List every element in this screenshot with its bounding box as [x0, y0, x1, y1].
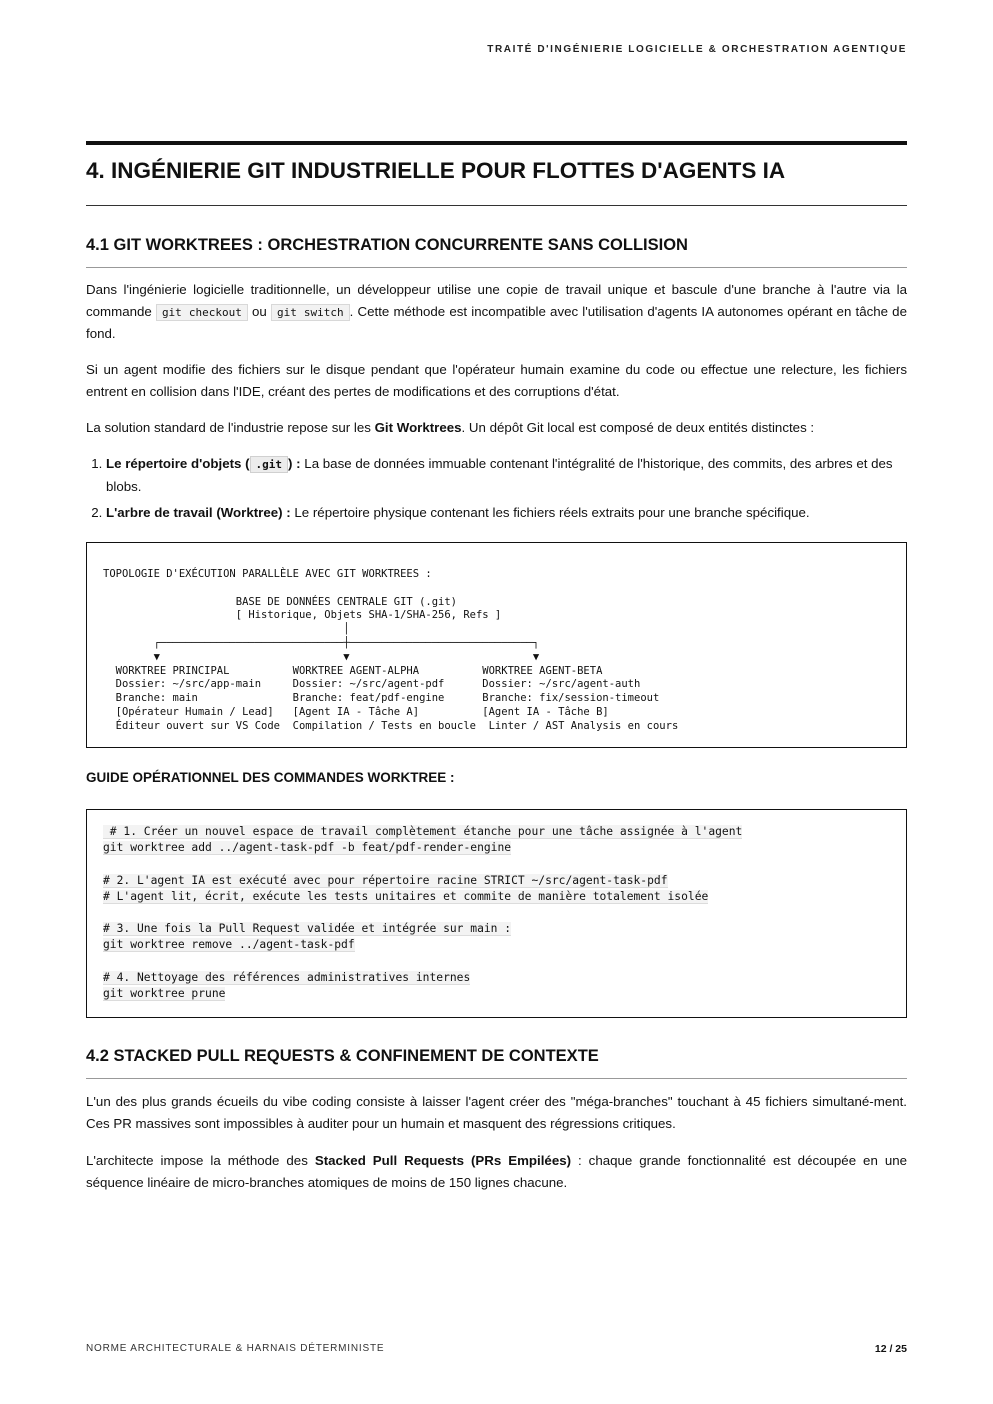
paragraph-worktree-intro: Dans l'ingénierie logicielle traditionnelle, un développeur utilise une copie de travail unique et bascule d'une branche à l'autre via la commande git checkout ou git switch . Cette méthode est incompatible avec l'utilisation d'agents IA autonomes opérant en tâche de fond. — [86, 282, 907, 341]
guide-title: GUIDE OPÉRATIONNEL DES COMMANDES WORKTREE : — [86, 770, 455, 785]
chapter-rule-top — [86, 141, 907, 145]
paragraph-collision: Si un agent modifie des fichiers sur le disque pendant que l'opérateur humain examine du code ou effectue une relecture, les fichiers entrent en collision dans l'IDE, créant des pertes de modifications et des corruptions d'état. — [86, 362, 907, 399]
inline-code-git-checkout: git checkout — [156, 304, 248, 321]
chapter-title: 4. INGÉNIERIE GIT INDUSTRIELLE POUR FLOTTES D'AGENTS IA — [86, 158, 786, 183]
code-line: # 2. L'agent IA est exécuté avec pour répertoire racine STRICT ~/src/agent-task-pdf — [103, 873, 668, 887]
paragraph-solution: La solution standard de l'industrie repose sur les Git Worktrees. Un dépôt Git local est composé de deux entités distinctes : — [86, 420, 815, 435]
running-header: TRAITÉ D'INGÉNIERIE LOGICIELLE & ORCHESTRATION AGENTIQUE — [487, 44, 907, 55]
code-line: git worktree prune — [103, 986, 226, 1000]
inline-code-git-dir: .git — [250, 456, 289, 473]
code-line: git worktree remove ../agent-task-pdf — [103, 938, 355, 952]
list-item: 1. Le répertoire d'objets ( .git ) : La base de données immuable contenant l'intégralité de l'historique, des commits, des arbres et des blobs. — [106, 453, 927, 497]
command-list — [103, 824, 742, 1002]
code-line: git worktree add ../agent-task-pdf -b feat/pdf-render-engine — [103, 841, 512, 855]
topology-diagram: TOPOLOGIE D'EXÉCUTION PARALLÈLE AVEC GIT WORKTREES : BASE DE DONNÉES CENTRALE GIT (.git) [ Historique, Objets SHA-1/SHA-256, Refs ] │ ┌─────────────────────────────┼─────────────────────────────┐ ▼ ▼ ▼ WORKTREE PRINCIPAL WORKTREE AGENT-ALPHA WORKTREE AGENT-BETA Dossier: ~/src/app-main Dossier: ~/src/agent-pdf Dossier: ~/src/agent-auth Branche: main Branche: feat/pdf-engine Branche: fix/session-timeout [Opérateur Humain / Lead] [Agent IA - Tâche A] [Agent IA - Tâche B] Éditeur ouvert sur VS Code Compilation / Tests en boucle Linter / AST Analysis en cours — [103, 568, 679, 732]
section-rule-4-2 — [86, 1078, 907, 1079]
footer-title: NORME ARCHITECTURALE & HARNAIS DÉTERMINISTE — [86, 1343, 385, 1354]
paragraph-mega-branches: L'un des plus grands écueils du vibe coding consiste à laisser l'agent créer des "méga-branches" touchant à 45 fichiers simultané-ment. Ces PR massives sont impossibles à auditer pour un humain et masquent des régressions critiques. — [86, 1094, 907, 1131]
list-item: 2. L'arbre de travail (Worktree) : Le répertoire physique contenant les fichiers réels extraits pour une branche spécifique. — [106, 502, 927, 524]
inline-code-git-switch: git switch — [271, 304, 350, 321]
section-rule-4-1 — [86, 267, 907, 268]
code-line: # 3. Une fois la Pull Request validée et intégrée sur main : — [103, 922, 512, 936]
command-guide-box — [86, 809, 907, 1018]
definition-list — [86, 453, 927, 529]
topology-diagram-box — [86, 542, 907, 748]
code-line: # 4. Nettoyage des références administratives internes — [103, 970, 471, 984]
page-number: 12 / 25 — [874, 1343, 907, 1355]
code-line: # L'agent lit, écrit, exécute les tests unitaires et commite de manière totalement isolée — [103, 889, 709, 903]
paragraph-stacked-prs: L'architecte impose la méthode des Stacked Pull Requests (PRs Empilées) : chaque grande fonctionnalité est découpée en une séquence linéaire de micro-branches atomiques de moins de 150 lignes chacune. — [86, 1153, 908, 1190]
section-title-4-2: 4.2 STACKED PULL REQUESTS & CONFINEMENT DE CONTEXTE — [86, 1047, 599, 1065]
code-line: # 1. Créer un nouvel espace de travail complètement étanche pour une tâche assignée à l'agent — [103, 825, 743, 838]
chapter-rule-bottom — [86, 205, 907, 206]
section-title-4-1: 4.1 GIT WORKTREES : ORCHESTRATION CONCURRENTE SANS COLLISION — [86, 236, 688, 254]
